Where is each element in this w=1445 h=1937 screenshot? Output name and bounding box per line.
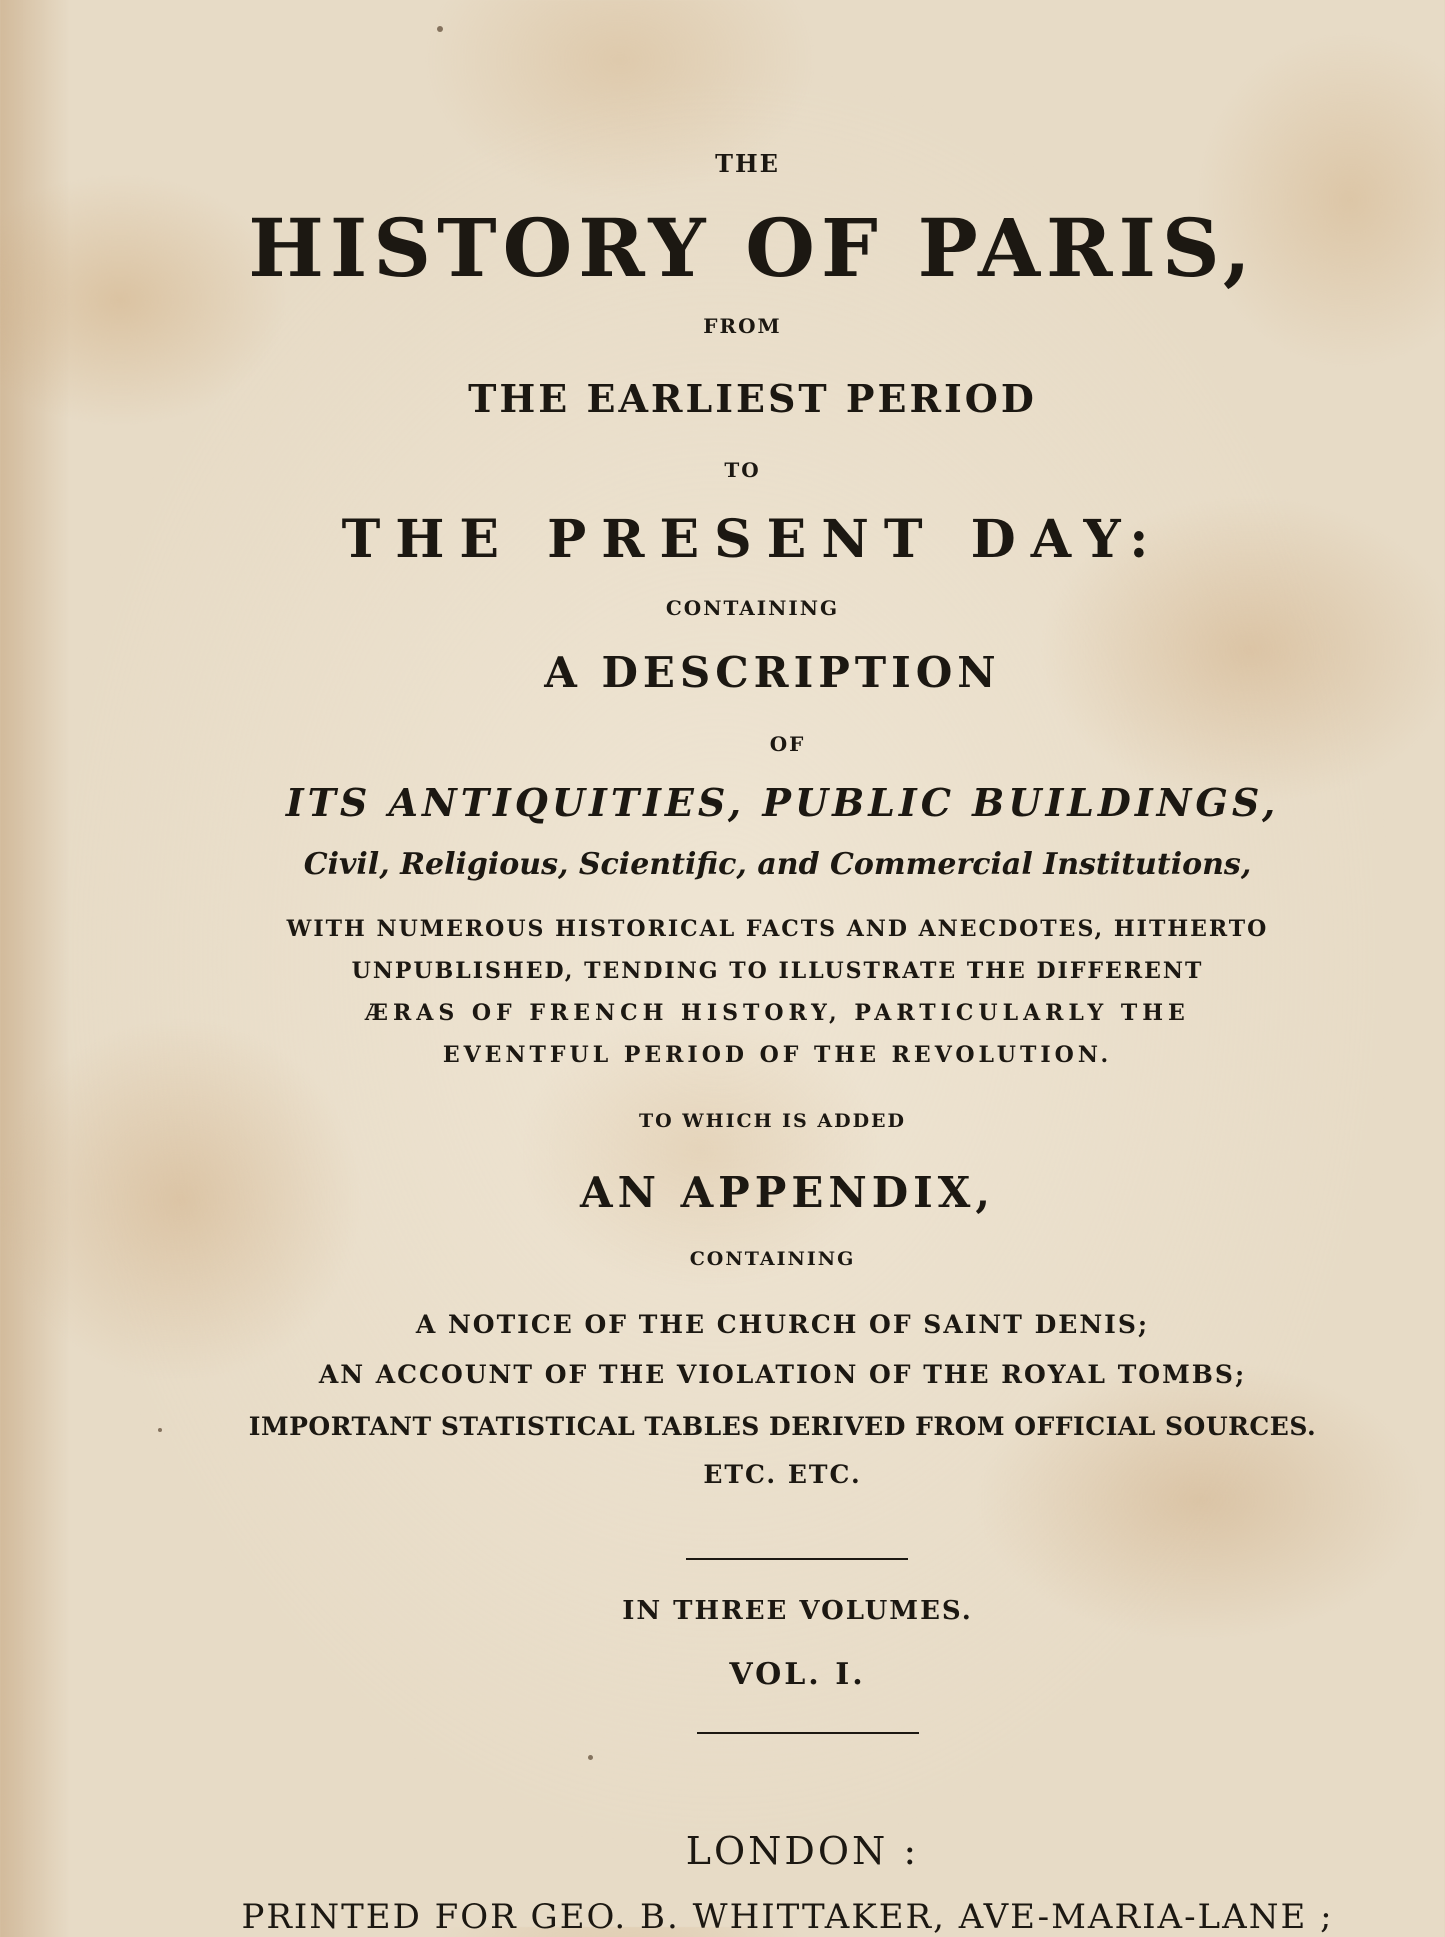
divider-rule-1 (686, 1558, 908, 1560)
paper-speck (437, 26, 443, 32)
contents-line-4: ETC. ETC. (703, 1460, 862, 1489)
paper-speck (158, 1428, 162, 1432)
contents-line-2: AN ACCOUNT OF THE VIOLATION OF THE ROYAL TOMBS; (318, 1360, 1247, 1389)
paper-speck (588, 1755, 593, 1760)
facts-line-3: ÆRAS OF FRENCH HISTORY, PARTICULARLY THE (365, 1000, 1190, 1026)
from-label: FROM (703, 314, 782, 338)
contents-line-3: IMPORTANT STATISTICAL TABLES DERIVED FROM OFFICIAL SOURCES. (248, 1412, 1317, 1441)
contents-line-1: A NOTICE OF THE CHURCH OF SAINT DENIS; (415, 1310, 1150, 1339)
volumes-line: IN THREE VOLUMES. (622, 1596, 973, 1626)
antiquities-line: ITS ANTIQUITIES, PUBLIC BUILDINGS, (285, 780, 1280, 825)
volume-number: VOL. I. (729, 1657, 866, 1692)
to-which-added-label: TO WHICH IS ADDED (638, 1110, 907, 1132)
divider-rule-2 (697, 1732, 919, 1734)
of-label: OF (769, 732, 806, 756)
the-label: THE (715, 149, 780, 178)
containing-label-2: CONTAINING (689, 1248, 856, 1270)
present-day-line: THE PRESENT DAY: (341, 509, 1164, 570)
containing-label-1: CONTAINING (665, 596, 840, 620)
earliest-period-line: THE EARLIEST PERIOD (468, 376, 1037, 421)
appendix-line: AN APPENDIX, (579, 1168, 996, 1217)
institutions-line: Civil, Religious, Scientific, and Commercial Institutions, (303, 847, 1252, 882)
facts-line-1: WITH NUMEROUS HISTORICAL FACTS AND ANECDOTES, HITHERTO (286, 916, 1269, 942)
main-title: HISTORY OF PARIS, (248, 201, 1257, 295)
city-line: LONDON : (685, 1829, 920, 1873)
description-line: A DESCRIPTION (544, 648, 1001, 697)
facts-line-2: UNPUBLISHED, TENDING TO ILLUSTRATE THE DIFFERENT (351, 958, 1204, 984)
to-label: TO (724, 458, 761, 482)
facts-line-4: EVENTFUL PERIOD OF THE REVOLUTION. (442, 1042, 1113, 1068)
printer-line: PRINTED FOR GEO. B. WHITTAKER, AVE-MARIA-LANE ; (241, 1897, 1334, 1937)
